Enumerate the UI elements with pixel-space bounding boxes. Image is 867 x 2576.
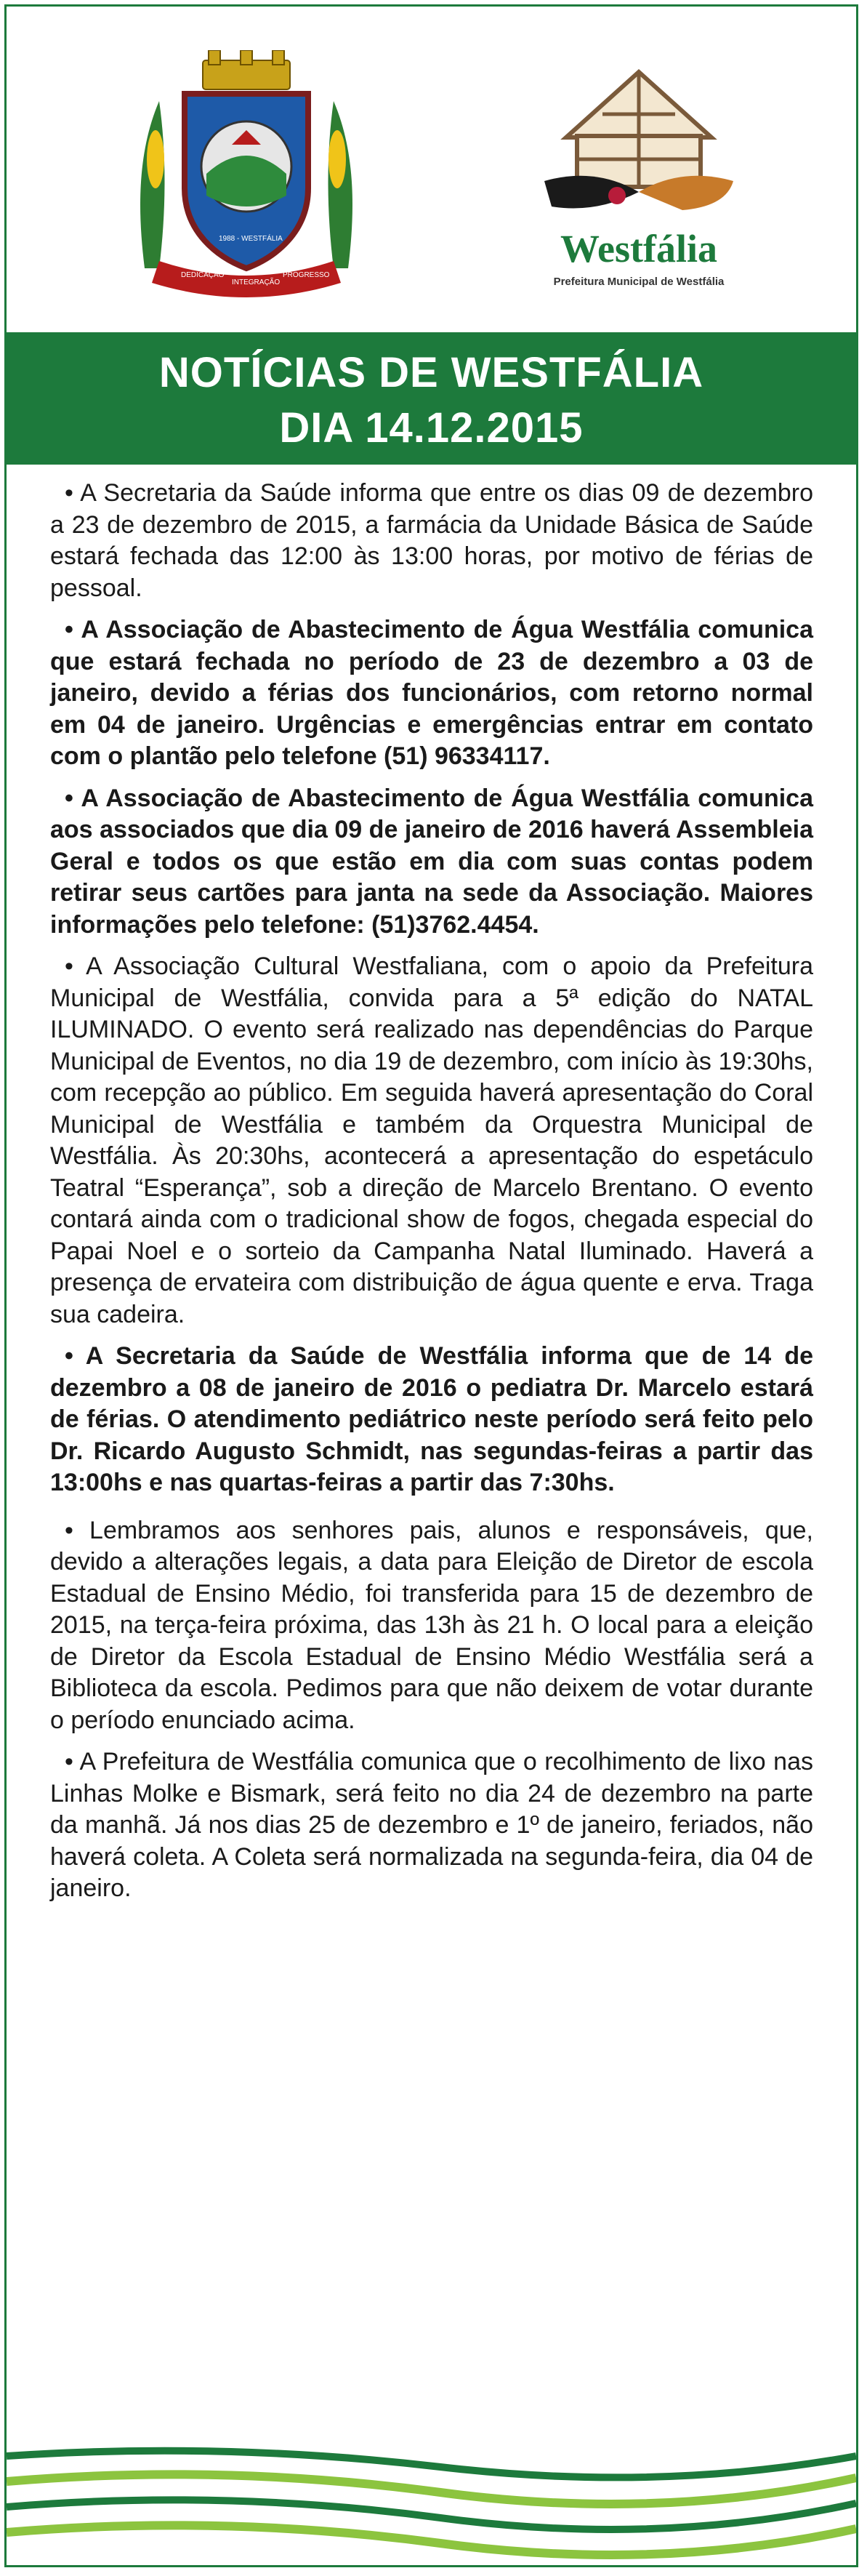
news-item: • A Secretaria da Saúde de Westfália informa que de 14 de dezembro a 08 de janeiro de 2016 o pediatra Dr. Marcelo estará de férias. O atendimento pediátrico neste período será feito pelo Dr. Ricardo Augusto Schmidt, nas segundas-feiras a partir das 13:00hs e nas quartas-feiras a partir das 7:30hs. bbox=[50, 1342, 813, 1496]
page-title: NOTÍCIAS DE WESTFÁLIA bbox=[158, 349, 704, 396]
page-date: DIA 14.12.2015 bbox=[279, 404, 584, 452]
coat-ribbon-text-1: DEDICAÇÃO bbox=[181, 271, 225, 279]
coat-of-arms-logo bbox=[116, 50, 377, 297]
news-item: • Lembramos aos senhores pais, alunos e responsáveis, que, devido a alterações legais, a data para Eleição de Diretor de escola Estadual de Ensino Médio, foi transferida para 15 de dezembro de 2015, na terça-feira próxima, das 13h às 21 h. O local para a eleição de Diretor da Escola Estadual de Ensino Médio Westfália será a Biblioteca da escola. Pedimos para que não deixem de votar durante o período enunciado acima. bbox=[50, 1516, 813, 1734]
notice-frame bbox=[4, 4, 858, 2567]
news-list bbox=[50, 478, 813, 1915]
news-item: • A Associação de Abastecimento de Água Westfália comunica aos associados que dia 09 de janeiro de 2016 haverá Assembleia Geral e todos os que estão em dia com suas contas podem retirar seus cartões para janta na sede da Associação. Maiores informações pelo telefone: (51)3762.4454. bbox=[50, 784, 813, 939]
news-item: • A Associação Cultural Westfaliana, com o apoio da Prefeitura Municipal de Westfália, convida para a 5ª edição do NATAL ILUMINADO. O evento será realizado nas dependências do Parque Municipal de Eventos, no dia 19 de dezembro, com início às 19:30hs, com recepção ao público. Em seguida haverá apresentação do Coral Municipal de Westfália e também da Orquestra Municipal de Westfália. Às 20:30hs, acontecerá a apresentação do espetáculo Teatral “Esperança”, sob a direção de Marcelo Brentano. O evento contará ainda com o tradicional show de fogos, chegada especial do Papai Noel e o sorteio da Campanha Natal Iluminado. Haverá a presença de ervateira com distribuição de água quente e erva. Traga sua cadeira. bbox=[50, 952, 813, 1328]
logo-header bbox=[7, 7, 856, 326]
westfalia-logo-subtitle: Prefeitura Municipal de Westfália bbox=[553, 276, 725, 288]
coat-shield-text: 1988 - WESTFÁLIA bbox=[219, 235, 283, 243]
news-item: • A Associação de Abastecimento de Água Westfália comunica que estará fechada no período de 23 de dezembro a 03 de janeiro, devido a férias dos funcionários, com retorno normal em 04 de janeiro. Urgências e emergências entrar em contato com o plantão pelo telefone (51) 96334117. bbox=[50, 616, 813, 770]
house-and-clogs-icon bbox=[515, 57, 762, 225]
westfalia-logo bbox=[515, 57, 762, 297]
news-item: • A Secretaria da Saúde informa que entre os dias 09 de dezembro a 23 de dezembro de 2015, a farmácia da Unidade Básica de Saúde estará fechada das 12:00 às 13:00 horas, por motivo de férias de pessoal. bbox=[50, 479, 813, 602]
coat-ribbon-text-3: PROGRESSO bbox=[283, 271, 330, 279]
coat-ribbon-text-2: INTEGRAÇÃO bbox=[232, 278, 281, 286]
news-item: • A Prefeitura de Westfália comunica que o recolhimento de lixo nas Linhas Molke e Bismark, será feito no dia 24 de dezembro na parte da manhã. Já nos dias 25 de dezembro e 1º de janeiro, feriados, não haverá coleta. A Coleta será normalizada na segunda-feira, dia 04 de janeiro. bbox=[50, 1748, 813, 1902]
westfalia-logo-name: Westfália bbox=[560, 227, 717, 270]
decorative-waves bbox=[7, 2427, 856, 2565]
title-banner bbox=[7, 332, 856, 465]
